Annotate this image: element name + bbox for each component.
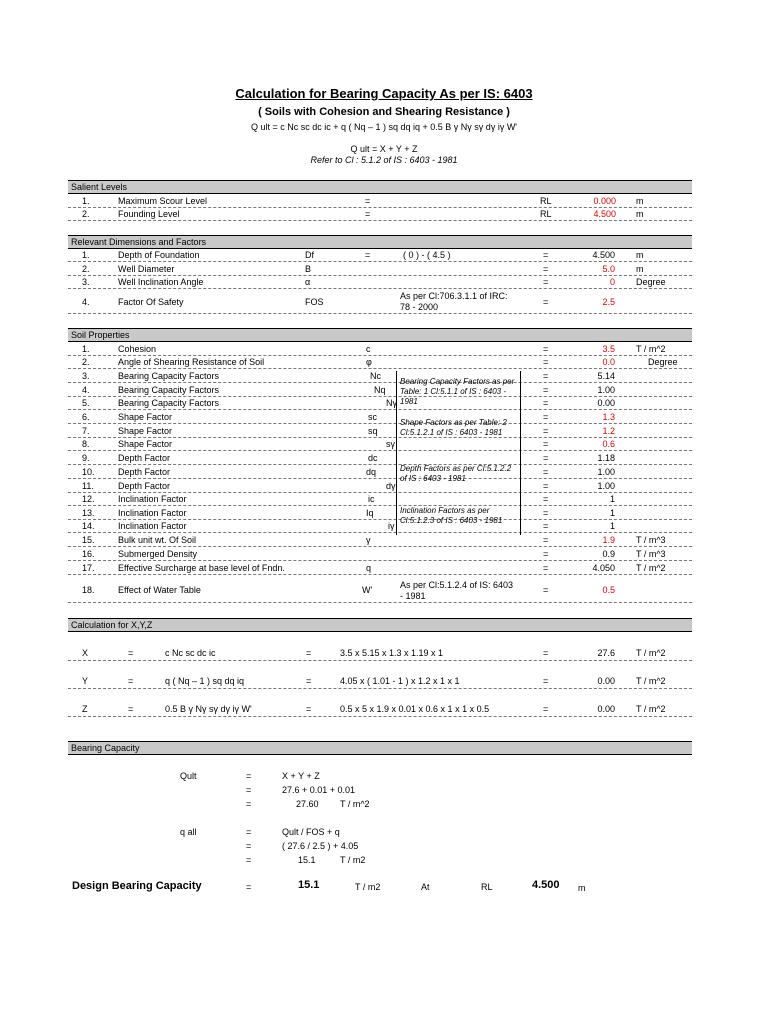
row-divider: [68, 437, 692, 438]
qall-line: 15.1: [298, 855, 316, 865]
row-unit: m: [636, 250, 644, 260]
calc-unit: T / m^2: [636, 676, 666, 686]
design-rl-unit: m: [578, 883, 586, 893]
equals-sign: =: [543, 439, 549, 449]
equals-sign: =: [306, 648, 312, 658]
calc-variable: X: [82, 648, 89, 658]
row-number: 9.: [82, 453, 90, 463]
row-divider: [68, 220, 692, 221]
equals-sign: =: [543, 277, 549, 287]
row-number: 13.: [82, 508, 95, 518]
row-symbol: dc: [368, 453, 378, 463]
row-label: Inclination Factor: [118, 494, 187, 504]
row-label: Depth Factor: [118, 481, 171, 491]
design-bearing-unit: T / m2: [355, 882, 381, 892]
row-unit: Degree: [636, 277, 666, 287]
row-symbol: Nγ: [386, 398, 397, 408]
row-divider: [68, 288, 692, 289]
row-divider: [68, 505, 692, 506]
notes-divider-right: [520, 371, 521, 535]
row-divider: [68, 546, 692, 547]
rl-label: RL: [540, 196, 552, 206]
row-label: Inclination Factor: [118, 508, 187, 518]
row-number: 4.: [82, 385, 90, 395]
row-unit: m: [636, 196, 644, 206]
row-label: Cohesion: [118, 344, 157, 354]
row-symbol: sq: [368, 426, 378, 436]
row-value: 5.0: [602, 264, 615, 274]
equals-sign: =: [128, 648, 134, 658]
row-number: 10.: [82, 467, 95, 477]
equals-sign: =: [543, 412, 549, 422]
row-value: 2.5: [602, 297, 615, 307]
row-divider: [68, 313, 692, 314]
row-unit: Degree: [648, 357, 678, 367]
row-symbol: W': [362, 585, 373, 595]
notes-divider: [396, 371, 397, 535]
design-at: At: [421, 882, 430, 892]
row-symbol: dq: [366, 467, 377, 477]
row-symbol: FOS: [305, 297, 324, 307]
row-number: 7.: [82, 426, 90, 436]
row-divider: [68, 532, 692, 533]
reference-text: Refer to Cl : 5.1.2 of IS : 6403 - 1981: [310, 155, 458, 165]
row-label: Shape Factor: [118, 426, 173, 436]
row-number: 6.: [82, 412, 90, 422]
row-divider: [68, 409, 692, 410]
design-bearing-label: Design Bearing Capacity: [72, 880, 202, 892]
qult-unit: T / m^2: [340, 799, 370, 809]
calc-unit: T / m^2: [636, 704, 666, 714]
row-divider: [68, 716, 692, 717]
row-number: 11.: [82, 481, 94, 491]
calc-value: 27.6: [597, 648, 615, 658]
row-label: Bulk unit wt. Of Soil: [118, 535, 197, 545]
row-divider: [68, 275, 692, 276]
row-divider: [68, 464, 692, 465]
calc-formula: 0.5 B γ Nγ sγ dγ iγ W': [165, 704, 252, 714]
row-number: 15.: [82, 535, 95, 545]
row-number: 1.: [82, 250, 90, 260]
row-number: 2.: [82, 209, 90, 219]
equals-sign: =: [543, 357, 549, 367]
calc-variable: Z: [82, 704, 88, 714]
row-label: Angle of Shearing Resistance of Soil: [118, 357, 265, 367]
equals-sign: =: [543, 426, 549, 436]
row-number: 1.: [82, 344, 90, 354]
design-bearing-value: 15.1: [298, 879, 320, 891]
row-label: Factor Of Safety: [118, 297, 184, 307]
design-rl: RL: [481, 882, 493, 892]
equals-sign: =: [306, 704, 312, 714]
row-divider: [68, 382, 692, 383]
row-value: 1.18: [597, 453, 615, 463]
row-label: Effective Surcharge at base level of Fndn.: [118, 563, 285, 573]
row-symbol: Df: [305, 250, 314, 260]
row-divider: [68, 368, 692, 369]
row-symbol: Nc: [370, 371, 381, 381]
equals-sign: =: [365, 196, 371, 206]
row-value: 0.0: [602, 357, 615, 367]
note-inclination-factors: Inclination Factors as per Cl:5.1.2.3 of IS : 6403 - 1981: [400, 506, 503, 525]
row-symbol: q: [366, 563, 372, 573]
equals-sign: =: [543, 676, 549, 686]
section-header-calc: Calculation for X,Y,Z: [68, 618, 692, 632]
qult-line: 27.6 + 0.01 + 0.01: [282, 785, 356, 795]
row-symbol: α: [305, 277, 311, 287]
row-value: 1: [609, 494, 615, 504]
row-value: 1.00: [597, 385, 615, 395]
row-divider: [68, 423, 692, 424]
row-divider: [68, 450, 692, 451]
row-unit: T / m^2: [636, 563, 666, 573]
equals-sign: =: [543, 371, 549, 381]
equals-sign: =: [543, 297, 549, 307]
equals-sign: =: [543, 385, 549, 395]
row-symbol: c: [366, 344, 371, 354]
calc-formula: q ( Nq – 1 ) sq dq iq: [165, 676, 245, 686]
section-header-dimensions: Relevant Dimensions and Factors: [68, 235, 692, 249]
row-value: 0.6: [602, 439, 615, 449]
equals-sign: =: [543, 453, 549, 463]
row-divider: [68, 688, 692, 689]
row-symbol: iγ: [388, 521, 395, 531]
qult-label: Qult: [180, 771, 197, 781]
calc-value: 0.00: [597, 676, 615, 686]
row-unit: m: [636, 209, 644, 219]
equals-sign: =: [543, 481, 549, 491]
row-divider: [68, 261, 692, 262]
row-label: Depth Factor: [118, 453, 171, 463]
equals-sign: =: [128, 676, 134, 686]
row-divider: [68, 478, 692, 479]
row-symbol: sγ: [386, 439, 395, 449]
row-label: Inclination Factor: [118, 521, 187, 531]
row-label: Founding Level: [118, 209, 180, 219]
calc-value: 0.00: [597, 704, 615, 714]
equals-sign: =: [543, 704, 549, 714]
equals-sign: =: [246, 785, 252, 795]
row-label: Depth Factor: [118, 467, 171, 477]
row-value: 0.5: [602, 585, 615, 595]
equals-sign: =: [246, 841, 252, 851]
row-note: As per Cl:5.1.2.4 of IS: 6403 - 1981: [400, 580, 514, 601]
row-divider: [68, 519, 692, 520]
row-label: Bearing Capacity Factors: [118, 398, 220, 408]
row-divider: [68, 396, 692, 397]
row-value: 4.500: [593, 209, 616, 219]
design-rl-value: 4.500: [532, 879, 560, 891]
qall-label: q all: [180, 827, 197, 837]
note-shape-factors: Shape Factors as per Table: 2 Cl:5.1.2.1 of IS : 6403 - 1981: [400, 418, 507, 437]
row-number: 3.: [82, 371, 90, 381]
row-divider: [68, 560, 692, 561]
equals-sign: =: [246, 827, 252, 837]
note-bearing-factors: Bearing Capacity Factors as per Table: 1 Cl:5.1.1 of IS : 6403 - 1981: [400, 377, 515, 406]
row-symbol: sc: [368, 412, 377, 422]
row-value: 1: [609, 521, 615, 531]
row-symbol: γ: [366, 535, 371, 545]
row-symbol: dγ: [386, 481, 396, 491]
row-value: 1: [609, 508, 615, 518]
row-value: 1.3: [602, 412, 615, 422]
row-value: 1.9: [602, 535, 615, 545]
qall-line: Qult / FOS + q: [282, 827, 340, 837]
calc-unit: T / m^2: [636, 648, 666, 658]
row-symbol: φ: [366, 357, 372, 367]
qall-unit: T / m2: [340, 855, 366, 865]
equals-sign: =: [365, 209, 371, 219]
calc-expression: 4.05 x ( 1.01 - 1 ) x 1.2 x 1 x 1: [340, 676, 460, 686]
equals-sign: =: [543, 398, 549, 408]
rl-label: RL: [540, 209, 552, 219]
row-value: 0.000: [593, 196, 616, 206]
page-subtitle: ( Soils with Cohesion and Shearing Resistance ): [258, 106, 510, 118]
equals-sign: =: [543, 585, 549, 595]
row-number: 2.: [82, 264, 90, 274]
equals-sign: =: [365, 250, 371, 260]
row-number: 4.: [82, 297, 90, 307]
row-number: 3.: [82, 277, 90, 287]
row-value: 3.5: [602, 344, 615, 354]
page-title: Calculation for Bearing Capacity As per IS: 6403: [235, 86, 533, 101]
row-number: 1.: [82, 196, 90, 206]
row-divider: [68, 355, 692, 356]
row-value: 4.500: [592, 250, 615, 260]
row-value: 1.00: [597, 481, 615, 491]
equals-sign: =: [543, 535, 549, 545]
row-label: Submerged Density: [118, 549, 198, 559]
row-number: 14.: [82, 521, 95, 531]
row-value: 4.050: [592, 563, 615, 573]
equals-sign: =: [543, 264, 549, 274]
equals-sign: =: [543, 467, 549, 477]
row-divider: [68, 574, 692, 575]
qall-line: ( 27.6 / 2.5 ) + 4.05: [282, 841, 359, 851]
row-value: 0.9: [602, 549, 615, 559]
row-label: Maximum Scour Level: [118, 196, 208, 206]
row-number: 2.: [82, 357, 90, 367]
row-label: Effect of Water Table: [118, 585, 201, 595]
row-label: Bearing Capacity Factors: [118, 385, 220, 395]
calc-variable: Y: [82, 676, 89, 686]
row-label: Well Diameter: [118, 264, 175, 274]
calc-formula: c Nc sc dc ic: [165, 648, 216, 658]
row-value: 0.00: [597, 398, 615, 408]
equals-sign: =: [543, 549, 549, 559]
row-unit: T / m^3: [636, 535, 666, 545]
row-expression: ( 0 ) - ( 4.5 ): [403, 250, 451, 260]
equals-sign: =: [543, 508, 549, 518]
row-number: 18.: [82, 585, 95, 595]
row-number: 5.: [82, 398, 90, 408]
row-label: Shape Factor: [118, 412, 173, 422]
equals-sign: =: [543, 250, 549, 260]
row-value: 5.14: [597, 371, 615, 381]
row-value: 0: [609, 277, 615, 287]
row-unit: T / m^2: [636, 344, 666, 354]
row-unit: T / m^3: [636, 549, 666, 559]
row-unit: m: [636, 264, 644, 274]
section-header-bearing: Bearing Capacity: [68, 741, 692, 755]
row-number: 16.: [82, 549, 95, 559]
row-number: 12.: [82, 494, 95, 504]
main-formula: Q ult = c Nc sc dc ic + q ( Nq – 1 ) sq dq iq + 0.5 B γ Nγ sγ dγ iγ W': [250, 122, 518, 132]
row-divider: [68, 492, 692, 493]
row-label: Well Inclination Angle: [118, 277, 204, 287]
row-label: Shape Factor: [118, 439, 173, 449]
row-label: Depth of Foundation: [118, 250, 200, 260]
equals-sign: =: [246, 771, 252, 781]
section-header-soil: Soil Properties: [68, 328, 692, 342]
row-symbol: Iq: [366, 508, 374, 518]
equals-sign: =: [246, 799, 252, 809]
row-divider: [68, 207, 692, 208]
row-label: Bearing Capacity Factors: [118, 371, 220, 381]
qult-line: X + Y + Z: [282, 771, 320, 781]
row-symbol: Nq: [374, 385, 386, 395]
equals-sign: =: [306, 676, 312, 686]
calc-expression: 3.5 x 5.15 x 1.3 x 1.19 x 1: [340, 648, 444, 658]
row-number: 17.: [82, 563, 95, 573]
equals-sign: =: [543, 563, 549, 573]
calc-expression: 0.5 x 5 x 1.9 x 0.01 x 0.6 x 1 x 1 x 0.5: [340, 704, 490, 714]
short-formula: Q ult = X + Y + Z: [350, 144, 418, 154]
equals-sign: =: [543, 494, 549, 504]
qult-line: 27.60: [296, 799, 319, 809]
design-eq: =: [246, 882, 252, 892]
row-number: 8.: [82, 439, 90, 449]
row-divider: [68, 660, 692, 661]
row-divider: [68, 602, 692, 603]
equals-sign: =: [128, 704, 134, 714]
note-depth-factors: Depth Factors as per Cl:5.1.2.2 of IS : 6403 - 1981: [400, 464, 512, 483]
row-value: 1.00: [597, 467, 615, 477]
row-note: As per Cl:706.3.1.1 of IRC: 78 - 2000: [400, 291, 508, 312]
section-header-salient: Salient Levels: [68, 180, 692, 194]
row-value: 1.2: [602, 426, 615, 436]
row-symbol: ic: [368, 494, 375, 504]
equals-sign: =: [543, 344, 549, 354]
row-symbol: B: [305, 264, 312, 274]
equals-sign: =: [543, 648, 549, 658]
equals-sign: =: [246, 855, 252, 865]
equals-sign: =: [543, 521, 549, 531]
